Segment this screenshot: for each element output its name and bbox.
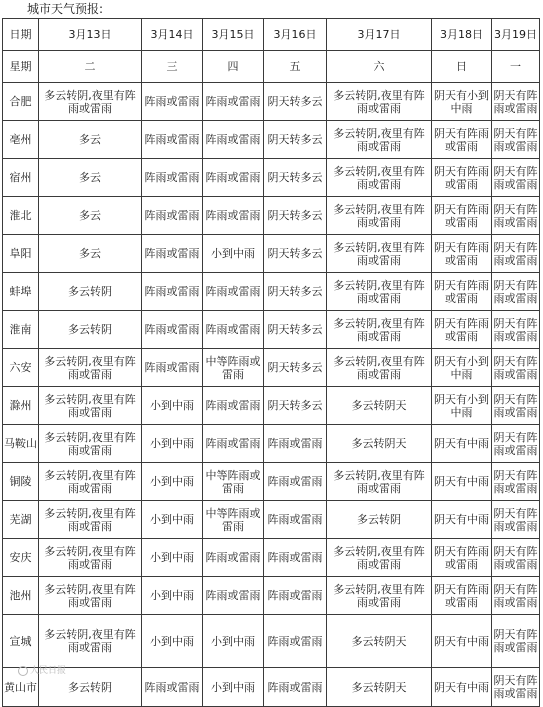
forecast-cell: 阴天有阵雨或雷雨 (432, 121, 492, 159)
city-cell: 池州 (3, 577, 39, 615)
table-row (3, 311, 540, 349)
forecast-cell: 阴天有中雨 (432, 425, 492, 463)
forecast-cell: 阴天有阵雨或雷雨 (432, 577, 492, 615)
forecast-cell: 小到中雨 (142, 463, 203, 501)
date-cell: 3月18日 (432, 19, 492, 51)
forecast-cell: 阵雨或雷雨 (264, 539, 327, 577)
city-cell: 淮南 (3, 311, 39, 349)
forecast-cell: 阴天有小到中雨 (432, 387, 492, 425)
city-cell: 马鞍山 (3, 425, 39, 463)
forecast-cell: 多云转阴天 (327, 387, 432, 425)
forecast-cell: 阴天有阵雨或雷雨 (492, 311, 540, 349)
forecast-cell: 阴天转多云 (264, 349, 327, 387)
table-row (3, 539, 540, 577)
forecast-cell: 多云转阴天 (327, 615, 432, 668)
forecast-cell: 多云转阴,夜里有阵雨或雷雨 (327, 235, 432, 273)
forecast-cell: 阵雨或雷雨 (264, 668, 327, 707)
forecast-cell: 小到中雨 (142, 539, 203, 577)
forecast-cell: 阴天转多云 (264, 121, 327, 159)
forecast-cell: 中等阵雨或雷雨 (203, 501, 264, 539)
forecast-cell: 多云转阴 (39, 668, 142, 707)
forecast-cell: 多云转阴,夜里有阵雨或雷雨 (39, 539, 142, 577)
forecast-cell: 阴天有阵雨或雷雨 (492, 83, 540, 121)
table-row (3, 349, 540, 387)
forecast-cell: 多云转阴,夜里有阵雨或雷雨 (39, 349, 142, 387)
table-row (3, 668, 540, 707)
forecast-cell: 阴天有中雨 (432, 615, 492, 668)
forecast-cell: 中等阵雨或雷雨 (203, 463, 264, 501)
forecast-cell: 多云 (39, 121, 142, 159)
forecast-cell: 阴天有中雨 (432, 668, 492, 707)
forecast-cell: 多云转阴 (39, 273, 142, 311)
forecast-cell: 阴天有阵雨或雷雨 (492, 197, 540, 235)
forecast-cell: 多云转阴,夜里有阵雨或雷雨 (39, 387, 142, 425)
date-cell: 3月15日 (203, 19, 264, 51)
forecast-cell: 多云转阴,夜里有阵雨或雷雨 (327, 121, 432, 159)
table-row (3, 235, 540, 273)
forecast-cell: 阵雨或雷雨 (142, 197, 203, 235)
forecast-cell: 阵雨或雷雨 (203, 539, 264, 577)
weekday-cell: 二 (39, 51, 142, 83)
forecast-cell: 小到中雨 (142, 425, 203, 463)
forecast-cell: 多云 (39, 235, 142, 273)
table-row (3, 273, 540, 311)
forecast-cell: 阵雨或雷雨 (142, 349, 203, 387)
table-row (3, 463, 540, 501)
forecast-cell: 阵雨或雷雨 (264, 425, 327, 463)
forecast-cell: 阴天有阵雨或雷雨 (432, 159, 492, 197)
forecast-cell: 多云转阴,夜里有阵雨或雷雨 (39, 463, 142, 501)
city-cell: 铜陵 (3, 463, 39, 501)
weekday-cell: 五 (264, 51, 327, 83)
forecast-cell: 阵雨或雷雨 (203, 425, 264, 463)
forecast-cell: 多云转阴 (39, 311, 142, 349)
forecast-cell: 多云转阴,夜里有阵雨或雷雨 (39, 615, 142, 668)
forecast-cell: 阴天有中雨 (432, 501, 492, 539)
city-cell: 六安 (3, 349, 39, 387)
forecast-cell: 多云转阴天 (327, 668, 432, 707)
forecast-cell: 阵雨或雷雨 (142, 235, 203, 273)
date-cell: 3月13日 (39, 19, 142, 51)
weekday-cell: 四 (203, 51, 264, 83)
forecast-cell: 阴天有中雨 (432, 463, 492, 501)
forecast-cell: 中等阵雨或雷雨 (203, 349, 264, 387)
forecast-cell: 阴天转多云 (264, 311, 327, 349)
forecast-cell: 多云转阴 (327, 501, 432, 539)
date-cell: 3月16日 (264, 19, 327, 51)
forecast-cell: 多云转阴,夜里有阵雨或雷雨 (327, 577, 432, 615)
forecast-cell: 阴天有阵雨或雷雨 (432, 539, 492, 577)
table-row (3, 121, 540, 159)
forecast-cell: 多云转阴,夜里有阵雨或雷雨 (327, 539, 432, 577)
city-cell: 淮北 (3, 197, 39, 235)
forecast-cell: 阵雨或雷雨 (203, 159, 264, 197)
forecast-cell: 阴天转多云 (264, 235, 327, 273)
date-cell: 3月19日 (492, 19, 540, 51)
forecast-cell: 多云转阴,夜里有阵雨或雷雨 (327, 83, 432, 121)
forecast-cell: 多云 (39, 197, 142, 235)
forecast-cell: 多云转阴,夜里有阵雨或雷雨 (39, 425, 142, 463)
forecast-cell: 多云 (39, 159, 142, 197)
city-cell: 滁州 (3, 387, 39, 425)
forecast-cell: 阵雨或雷雨 (142, 159, 203, 197)
forecast-cell: 阵雨或雷雨 (203, 273, 264, 311)
forecast-cell: 阴天转多云 (264, 83, 327, 121)
forecast-cell: 多云转阴,夜里有阵雨或雷雨 (327, 349, 432, 387)
date-header-row (3, 19, 540, 51)
city-cell: 阜阳 (3, 235, 39, 273)
city-cell: 蚌埠 (3, 273, 39, 311)
forecast-cell: 小到中雨 (142, 387, 203, 425)
city-cell: 黄山市 (3, 668, 39, 707)
weekday-cell: 一 (492, 51, 540, 83)
table-row (3, 577, 540, 615)
table-row (3, 615, 540, 668)
forecast-cell: 多云转阴,夜里有阵雨或雷雨 (39, 577, 142, 615)
forecast-cell: 阴天转多云 (264, 273, 327, 311)
forecast-cell: 阵雨或雷雨 (264, 577, 327, 615)
forecast-cell: 阴天有阵雨或雷雨 (492, 615, 540, 668)
forecast-cell: 阵雨或雷雨 (203, 121, 264, 159)
forecast-cell: 阵雨或雷雨 (142, 83, 203, 121)
forecast-cell: 阴天转多云 (264, 197, 327, 235)
forecast-cell: 阴天有阵雨或雷雨 (492, 577, 540, 615)
forecast-cell: 多云转阴,夜里有阵雨或雷雨 (327, 197, 432, 235)
forecast-cell: 阴天有阵雨或雷雨 (492, 273, 540, 311)
city-cell: 宣城 (3, 615, 39, 668)
forecast-cell: 阵雨或雷雨 (142, 668, 203, 707)
date-header-label: 日期 (3, 19, 39, 51)
forecast-cell: 阴天有小到中雨 (432, 349, 492, 387)
weekday-cell: 六 (327, 51, 432, 83)
forecast-cell: 多云转阴,夜里有阵雨或雷雨 (327, 463, 432, 501)
forecast-cell: 阴天有阵雨或雷雨 (492, 235, 540, 273)
watermark-logo-icon (18, 666, 28, 676)
forecast-cell: 阵雨或雷雨 (142, 121, 203, 159)
forecast-cell: 阴天转多云 (264, 159, 327, 197)
forecast-cell: 阴天有阵雨或雷雨 (492, 121, 540, 159)
forecast-cell: 阴天有小到中雨 (432, 83, 492, 121)
forecast-cell: 小到中雨 (142, 501, 203, 539)
forecast-cell: 阴天有阵雨或雷雨 (492, 539, 540, 577)
forecast-cell: 小到中雨 (142, 615, 203, 668)
forecast-cell: 阴天有阵雨或雷雨 (492, 425, 540, 463)
forecast-cell: 阵雨或雷雨 (203, 311, 264, 349)
forecast-cell: 多云转阴天 (327, 425, 432, 463)
weekday-header-label: 星期 (3, 51, 39, 83)
date-cell: 3月14日 (142, 19, 203, 51)
forecast-cell: 阵雨或雷雨 (203, 577, 264, 615)
forecast-cell: 阴天有阵雨或雷雨 (432, 235, 492, 273)
forecast-cell: 阴天有阵雨或雷雨 (432, 273, 492, 311)
forecast-cell: 阴天有阵雨或雷雨 (492, 501, 540, 539)
forecast-cell: 阴天有阵雨或雷雨 (492, 159, 540, 197)
forecast-cell: 多云转阴,夜里有阵雨或雷雨 (39, 501, 142, 539)
forecast-cell: 阴天有阵雨或雷雨 (432, 197, 492, 235)
weekday-header-row (3, 51, 540, 83)
weekday-cell: 三 (142, 51, 203, 83)
city-cell: 亳州 (3, 121, 39, 159)
table-row (3, 83, 540, 121)
forecast-cell: 多云转阴,夜里有阵雨或雷雨 (327, 159, 432, 197)
forecast-cell: 小到中雨 (203, 615, 264, 668)
table-row (3, 159, 540, 197)
forecast-cell: 阴天有阵雨或雷雨 (492, 463, 540, 501)
forecast-cell: 阴天有阵雨或雷雨 (492, 668, 540, 707)
city-cell: 合肥 (3, 83, 39, 121)
city-cell: 安庆 (3, 539, 39, 577)
forecast-cell: 阵雨或雷雨 (264, 501, 327, 539)
forecast-cell: 阴天转多云 (264, 387, 327, 425)
table-row (3, 197, 540, 235)
city-cell: 宿州 (3, 159, 39, 197)
forecast-cell: 阵雨或雷雨 (203, 387, 264, 425)
forecast-cell: 多云转阴,夜里有阵雨或雷雨 (327, 273, 432, 311)
date-cell: 3月17日 (327, 19, 432, 51)
forecast-cell: 小到中雨 (203, 668, 264, 707)
forecast-cell: 多云转阴,夜里有阵雨或雷雨 (327, 311, 432, 349)
forecast-table (2, 18, 540, 707)
forecast-cell: 阵雨或雷雨 (264, 463, 327, 501)
forecast-cell: 小到中雨 (142, 577, 203, 615)
forecast-cell: 阵雨或雷雨 (203, 197, 264, 235)
forecast-cell: 阵雨或雷雨 (264, 615, 327, 668)
table-row (3, 501, 540, 539)
weekday-cell: 日 (432, 51, 492, 83)
forecast-cell: 阵雨或雷雨 (142, 311, 203, 349)
forecast-cell: 小到中雨 (203, 235, 264, 273)
forecast-cell: 阴天有阵雨或雷雨 (492, 349, 540, 387)
watermark-text: 人民日报 (30, 666, 67, 676)
forecast-caption: 城市天气预报: (27, 2, 104, 16)
watermark (18, 665, 66, 677)
table-row (3, 387, 540, 425)
forecast-cell: 阴天有阵雨或雷雨 (492, 387, 540, 425)
forecast-cell: 阵雨或雷雨 (203, 83, 264, 121)
city-cell: 芜湖 (3, 501, 39, 539)
forecast-cell: 阵雨或雷雨 (142, 273, 203, 311)
table-row (3, 425, 540, 463)
forecast-cell: 多云转阴,夜里有阵雨或雷雨 (39, 83, 142, 121)
forecast-cell: 阴天有阵雨或雷雨 (432, 311, 492, 349)
